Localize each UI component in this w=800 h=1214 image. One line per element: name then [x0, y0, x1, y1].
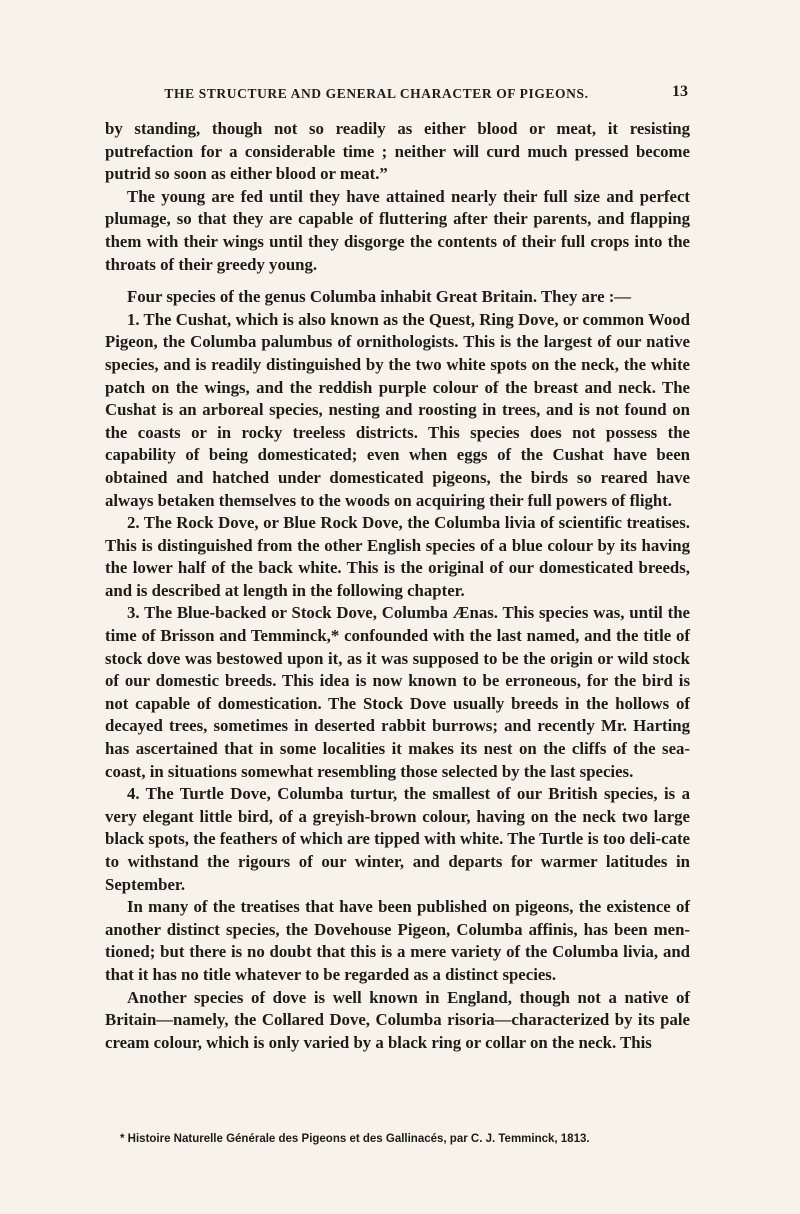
paragraph: Four species of the genus Columba inhabit Great Britain. They are :— [127, 287, 632, 307]
body-text [105, 118, 690, 1054]
paragraph: 2. The Rock Dove, or Blue Rock Dove, the Columba livia of scientific treatises. This is distinguished from the other English species of a blue colour by its having the lower half of the back white. This is the original of our domesticated breeds, and is described at length in the following chapter. [105, 513, 690, 600]
paragraph: 3. The Blue-backed or Stock Dove, Columba Ænas. This species was, until the time of Brisson and Temminck,* confounded with the last named, and the title of stock dove was bestowed upon it, as it was supposed to be the origin or wild stock of our domestic breeds. This idea is now known to be erroneous, for the bird is not capable of domestication. The Stock Dove usually breeds in the hollows of decayed trees, sometimes in deserted rabbit burrows; and recently Mr. Harting has ascertained that in some localities it makes its nest on the cliffs of the sea-coast, in situations somewhat resembling those selected by the last species. [105, 603, 690, 781]
paragraph: by standing, though not so readily as either blood or meat, it resisting putrefaction for a considerable time ; neither will curd much pressed become putrid so soon as either blood or meat.” [105, 119, 690, 184]
paragraph: In many of the treatises that have been published on pigeons, the existence of another distinct species, the Dovehouse Pigeon, Columba affinis, has been men-tioned; but there is no doubt that this is a mere variety of the Columba livia, and that it has no title whatever to be regarded as a distinct species. [105, 897, 690, 984]
paragraph: 4. The Turtle Dove, Columba turtur, the smallest of our British species, is a very elegant little bird, of a greyish-brown colour, having on the neck two large black spots, the feathers of which are tipped with white. The Turtle is too deli-cate to withstand the rigours of our winter, and departs for warmer latitudes in September. [105, 784, 690, 894]
footnote: * Histoire Naturelle Générale des Pigeons et des Gallinacés, par C. J. Temminck, 1813. [120, 1133, 590, 1145]
paragraph: Another species of dove is well known in England, though not a native of Britain—namely, the Collared Dove, Columba risoria—characterized by its pale cream colour, which is only varied by a black ring or collar on the neck. This [105, 987, 690, 1052]
paragraph: 1. The Cushat, which is also known as the Quest, Ring Dove, or common Wood Pigeon, the Columba palumbus of ornithologists. This is the largest of our native species, and is readily distinguished by the two white spots on the neck, the white patch on the wings, and the reddish purple colour of the breast and neck. The Cushat is an arboreal species, nesting and roosting in trees, and is not found on the coasts or in rocky treeless districts. This species does not possess the capability of being domesticated; even when eggs of the Cushat have been obtained and hatched under domesticated pigeons, the birds so reared have always betaken themselves to the woods on acquiring their full powers of flight. [105, 309, 690, 510]
page-header [105, 83, 688, 108]
page-number: 13 [672, 83, 688, 100]
running-title: THE STRUCTURE AND GENERAL CHARACTER OF PIGEONS. [164, 86, 589, 101]
paragraph: The young are fed until they have attained nearly their full size and perfect plumage, so that they are capable of fluttering after their parents, and flapping them with their wings until they disgorge the contents of their full crops into the throats of their greedy young. [105, 186, 690, 274]
